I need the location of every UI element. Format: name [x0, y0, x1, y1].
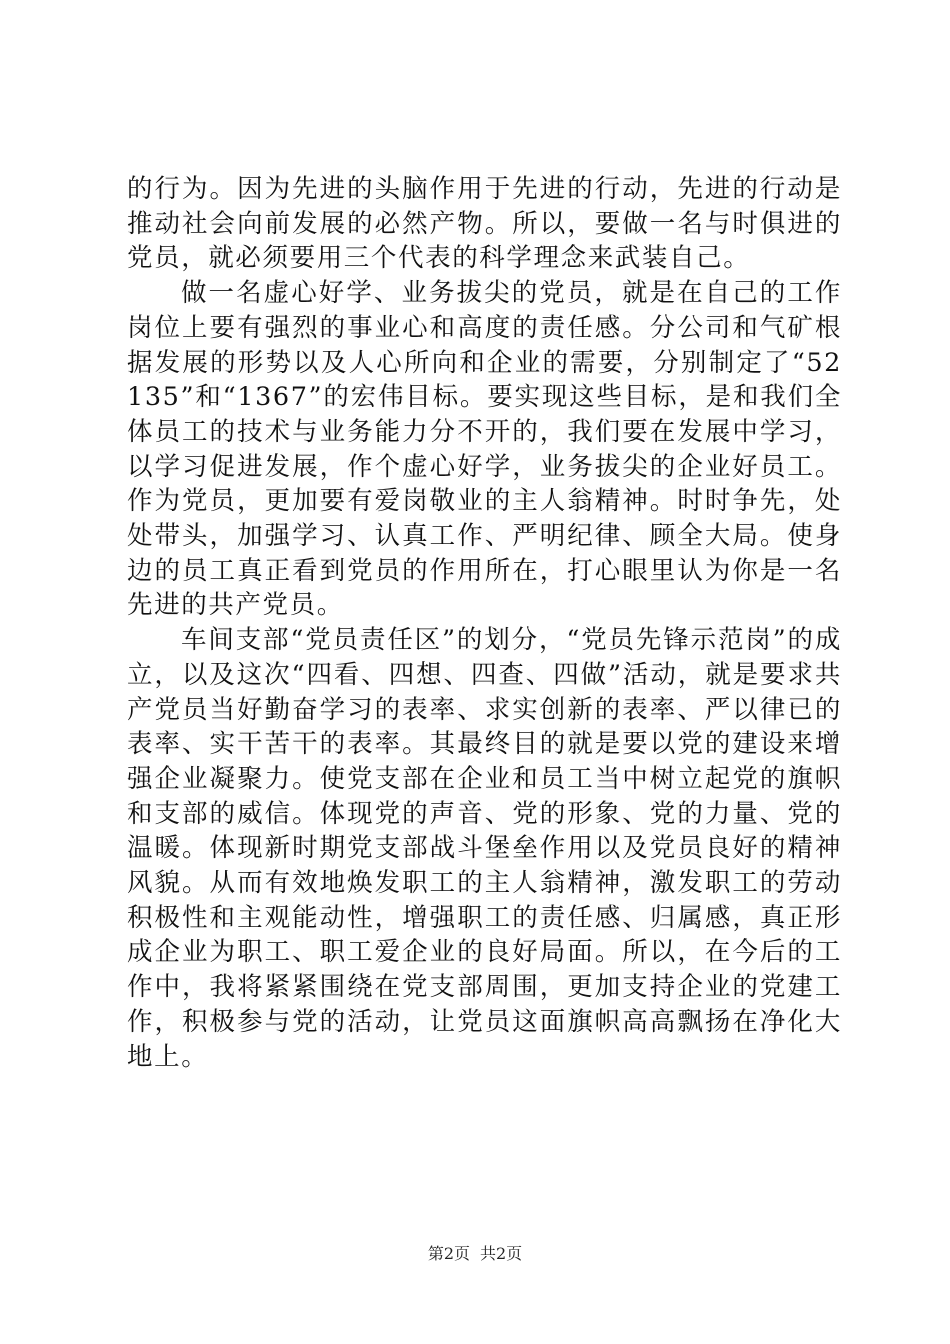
page-footer — [0, 1243, 950, 1265]
document-body — [127, 172, 842, 1074]
paragraph-virtuous-learning: 做一名虚心好学、业务拔尖的党员，就是在自己的工作岗位上要有强烈的事业心和高度的责任感。分公司和气矿根据发展的形势以及人心所向和企业的需要，分别制定了“52135”和“1367”的宏伟目标。要实现这些目标，是和我们全体员工的技术与业务能力分不开的，我们要在发展中学习，以学习促进发展，作个虚心好学，业务拔尖的企业好员工。作为党员，更加要有爱岗敬业的主人翁精神。时时争先，处处带头，加强学习、认真工作、严明纪律、顾全大局。使身边的员工真正看到党员的作用所在，打心眼里认为你是一名先进的共产党员。 — [127, 278, 842, 621]
paragraph-continuation: 的行为。因为先进的头脑作用于先进的行动，先进的行动是推动社会向前发展的必然产物。所以，要做一名与时俱进的党员，就必须要用三个代表的科学理念来武装自己。 — [127, 174, 842, 274]
page-total: 共2页 — [480, 1244, 523, 1263]
paragraph-party-branch: 车间支部“党员责任区”的划分，“党员先锋示范岗”的成立，以及这次“四看、四想、四查、四做”活动，就是要求共产党员当好勤奋学习的表率、求实创新的表率、严以律已的表率、实干苦干的表率。其最终目的就是要以党的建设来增强企业凝聚力。使党支部在企业和员工当中树立起党的旗帜和支部的威信。体现党的声音、党的形象、党的力量、党的温暖。体现新时期党支部战斗堡垒作用以及党员良好的精神风貌。从而有效地焕发职工的主人翁精神，激发职工的劳动积极性和主观能动性，增强职工的责任感、归属感，真正形成企业为职工、职工爱企业的良好局面。所以，在今后的工作中，我将紧紧围绕在党支部周围，更加支持企业的党建工作，积极参与党的活动，让党员这面旗帜高高飘扬在净化大地上。 — [127, 625, 842, 1072]
page-number: 第2页 — [427, 1244, 470, 1263]
